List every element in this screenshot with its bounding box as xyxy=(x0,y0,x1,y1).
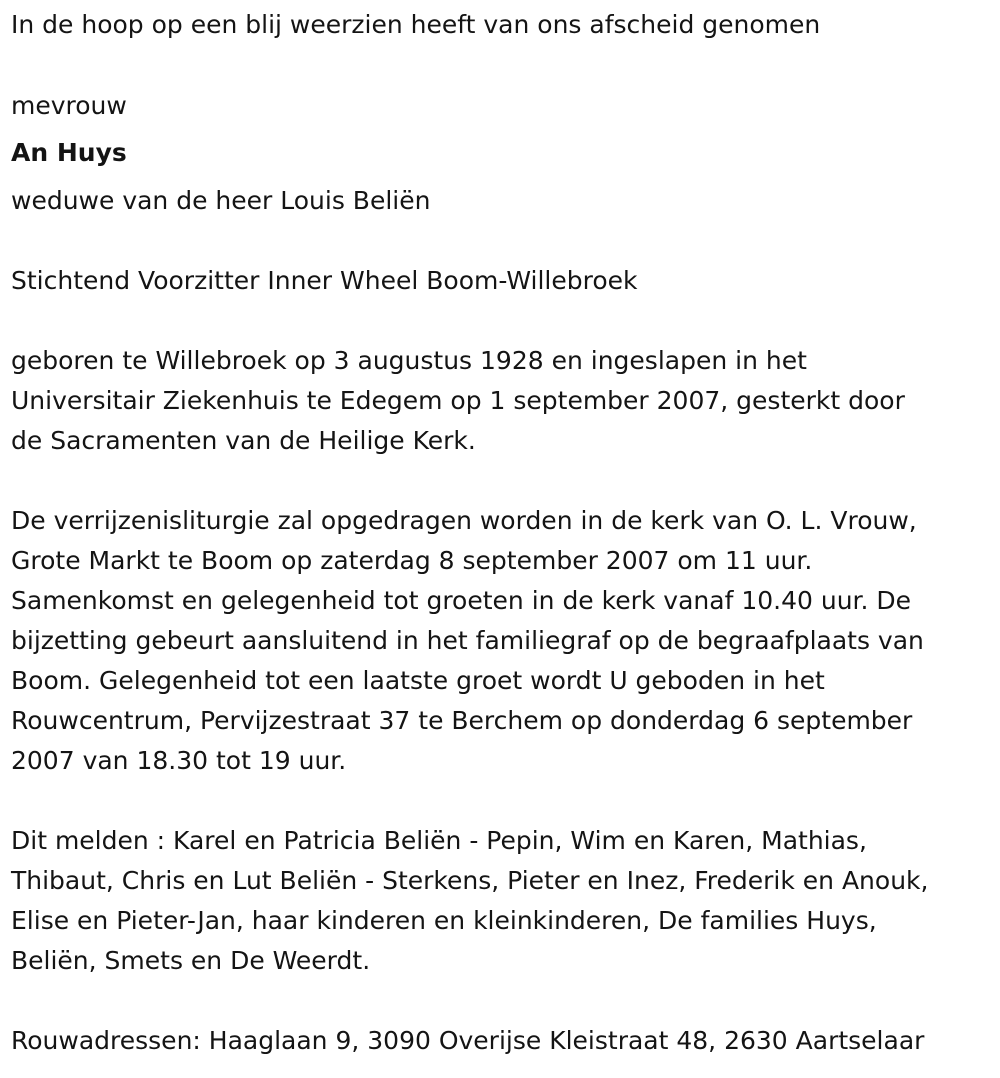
announcers-line: Dit melden : Karel en Patricia Beliën - Pepin, Wim en Karen, Mathias, xyxy=(11,826,867,855)
relation-text: weduwe van de heer Louis Beliën xyxy=(11,186,431,215)
ceremony-line: 2007 van 18.30 tot 19 uur. xyxy=(11,746,347,775)
intro-text: In de hoop op een blij weerzien heeft van ons afscheid genomen xyxy=(11,10,821,39)
announcers-line: Thibaut, Chris en Lut Beliën - Sterkens, Pieter en Inez, Frederik en Anouk, xyxy=(11,866,929,895)
ceremony-line: Boom. Gelegenheid tot een laatste groet wordt U geboden in het xyxy=(11,666,825,695)
deceased-name: An Huys xyxy=(11,138,127,167)
announcers-line: Beliën, Smets en De Weerdt. xyxy=(11,946,371,975)
ceremony-line: Rouwcentrum, Pervijzestraat 37 te Berchem op donderdag 6 september xyxy=(11,706,913,735)
birth-death-line: geboren te Willebroek op 3 augustus 1928 en ingeslapen in het xyxy=(11,346,807,375)
role-text: Stichtend Voorzitter Inner Wheel Boom-Willebroek xyxy=(11,266,638,295)
addresses-text: Rouwadressen: Haaglaan 9, 3090 Overijse Kleistraat 48, 2630 Aartselaar xyxy=(11,1026,925,1055)
ceremony-line: Samenkomst en gelegenheid tot groeten in de kerk vanaf 10.40 uur. De xyxy=(11,586,912,615)
ceremony-line: bijzetting gebeurt aansluitend in het familiegraf op de begraafplaats van xyxy=(11,626,924,655)
ceremony-line: Grote Markt te Boom op zaterdag 8 september 2007 om 11 uur. xyxy=(11,546,813,575)
birth-death-line: Universitair Ziekenhuis te Edegem op 1 september 2007, gesterkt door xyxy=(11,386,905,415)
birth-death-line: de Sacramenten van de Heilige Kerk. xyxy=(11,426,476,455)
title-prefix: mevrouw xyxy=(11,91,127,120)
ceremony-line: De verrijzenisliturgie zal opgedragen worden in de kerk van O. L. Vrouw, xyxy=(11,506,917,535)
announcers-line: Elise en Pieter-Jan, haar kinderen en kleinkinderen, De families Huys, xyxy=(11,906,877,935)
